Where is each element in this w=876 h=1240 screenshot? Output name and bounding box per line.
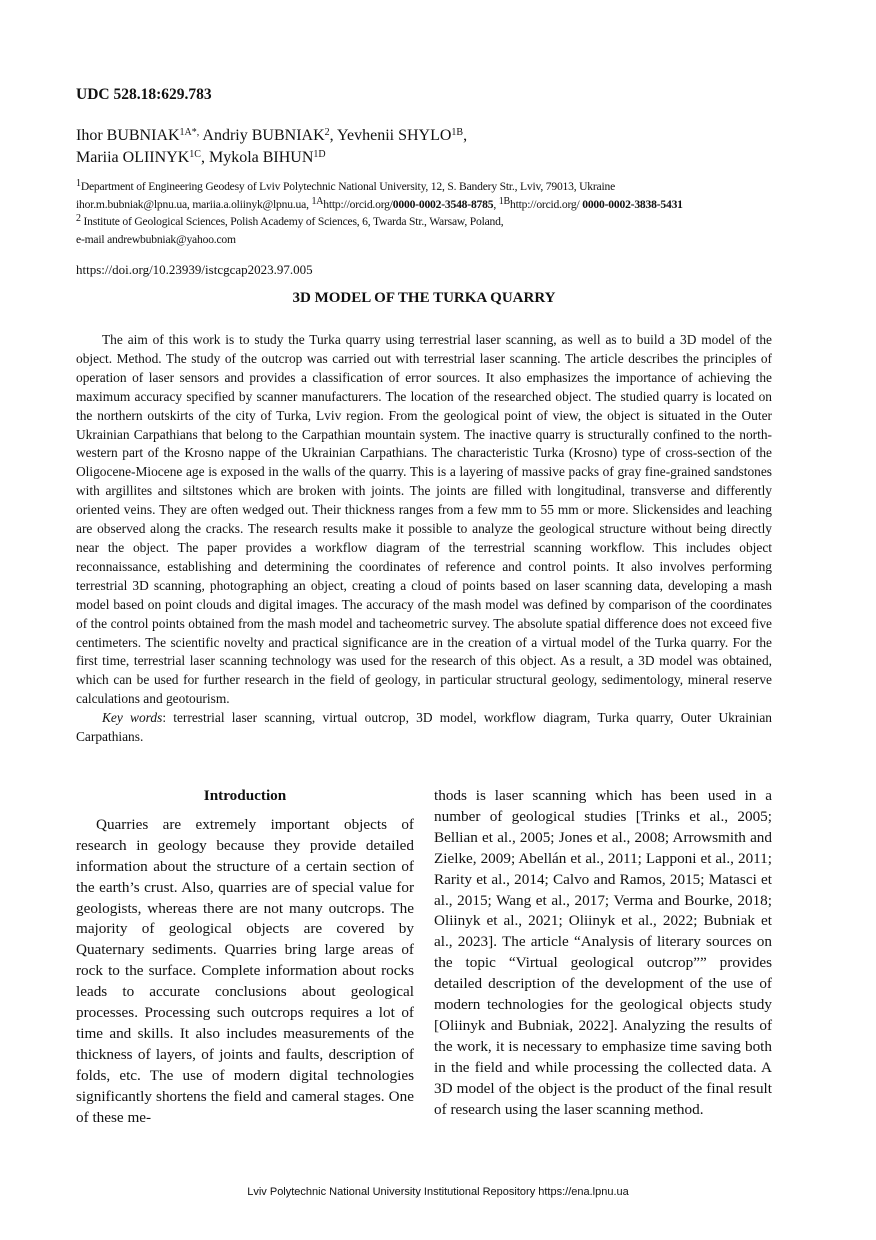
orcid-id[interactable]: 0000-0002-3838-5431: [582, 197, 683, 211]
abstract: [76, 331, 772, 747]
author-sup: 2: [324, 127, 330, 138]
udc-code: UDC 528.18:629.783: [76, 86, 212, 103]
affiliation-2: [76, 213, 796, 231]
keywords-label: Key words: [102, 710, 163, 726]
affiliation-1: [76, 178, 796, 196]
author-name: Yevhenii SHYLO: [337, 127, 452, 144]
left-column: [76, 786, 414, 1129]
affil-sup: 1: [76, 178, 81, 189]
orcid-link[interactable]: http://orcid.org/: [510, 197, 580, 211]
author-sup: 1C: [189, 149, 201, 160]
author: [209, 149, 326, 166]
emails: ihor.m.bubniak@lpnu.ua, mariia.a.oliinyk@lpnu.ua,: [76, 197, 309, 211]
keywords: [76, 709, 772, 747]
affil-sup: 2: [76, 213, 81, 224]
author: Mariia $OLIINYK^{1C}$,: [76, 149, 205, 166]
author-name: Andriy BUBNIAK: [202, 127, 325, 144]
author: [76, 127, 199, 144]
author-name: Ihor BUBNIAK: [76, 127, 180, 144]
abstract-text: The aim of this work is to study the Turka quarry using terrestrial laser scanning, as well as to build a 3D model of the object. Method. The study of the outcrop was carried out with terrestrial laser scanning. The article describes the principles of operation of laser sensors and provides a classification of error sources. It also emphasizes the importance of achieving the maximum accuracy specified by scanner manufacturers. The location of the researched object. The studied quarry is located on the northern outskirts of the city of Turka, Lviv region. From the geological point of view, the object is situated in the Outer Ukrainian Carpathians that belong to the Carpathian mountain system. The inactive quarry is structurally confined to the north-western part of the Krosno nappe of the Ukrainian Carpathians. The characteristic Turka (Krosno) type of cross-section of the Oligocene-Miocene age is exposed in the walls of the quarry. This is a layering of massive packs of gray fine-grained sandstones with argillites and siltstones which are broken with joints. The joints are filled with longitudinal, transverse and differently oriented veins. They are often wedged out. Their thickness ranges from a few mm to 55 mm or more. Slickensides and leaching are observed along the cracks. The research results make it possible to analyze the geological structure without being directly near the object. The paper provides a workflow diagram of the terrestrial scanning workflow. This includes object reconnaissance, establishing and determining the coordinates of reference and control points. It also involves performing terrestrial 3D scanning, photographing an object, creating a cloud of points based on laser scanning data, developing a mash model based on point clouds and digital images. The accuracy of the mash model was defined by comparison of the coordinates of the control points obtained from the mash model and tacheometric survey. The absolute spatial difference does not exceed five centimeters. The scientific novelty and practical significance are in the creation of a virtual model of the Turka quarry. For the first time, terrestrial laser scanning technology was used for the research of this object. As a result, a 3D model was obtained, which can be used for further research in the field of geology, in particular structural geology, sedimentology, mineral reserve calculations and geotourism.: [76, 332, 772, 707]
orcid-sup: 1A: [311, 195, 324, 207]
affiliations: [76, 178, 796, 248]
affiliation-2-email: e-mail andrewbubniak@yahoo.com: [76, 232, 236, 246]
orcid-link[interactable]: http://orcid.org/: [323, 197, 393, 211]
keywords-text: : terrestrial laser scanning, virtual outcrop, 3D model, workflow diagram, Turka quarry, Outer Ukrainian Carpathians.: [76, 710, 773, 745]
repository-footer: Lviv Polytechnic National University Institutional Repository https://ena.lpnu.ua: [247, 1186, 629, 1198]
right-column: [434, 786, 772, 1121]
section-heading: Introduction: [203, 787, 287, 804]
orcid-id[interactable]: 0000-0002-3548-8785: [392, 197, 494, 211]
orcid-sup: 1B: [498, 195, 511, 207]
intro-paragraph-left: Quarries are extremely important objects of research in geology because they provide detailed information about the structure of a certain section of the earth’s crust. Also, quarries are of special value for geologists, whereas there are not many outcrops. The majority of geological objects are covered by Quaternary sediments. Quarries bring large areas of rock to the surface. Complete information about rocks leads to accurate conclusions about geological processes. Processing such outcrops requires a lot of time and skills. It also includes measurements of the thickness of layers, of joints and faults, description of folds, etc. The use of modern digital technologies significantly shortens the field and cameral stages. One of these me-: [76, 815, 414, 1126]
contact-line: ihor.m.bubniak@lpnu.ua, mariia.a.oliinyk@lpnu.ua, $^{1A}$http://orcid.org/0000-0002-3548-8785, $^{1B}$http://orcid.org/ 0000-0002-3838-5431: [76, 195, 683, 211]
author: Andriy BUBNIAK$^2$,: [202, 127, 334, 144]
author-sup: 1B: [451, 127, 464, 138]
affil-text: Department of Engineering Geodesy of Lviv Polytechnic National University, 12, S. Bandery Str., Lviv, 79013, Ukraine: [80, 180, 616, 193]
affil-text: Institute of Geological Sciences, Polish Academy of Sciences, 6, Twarda Str., Warsaw, Poland,: [83, 215, 504, 228]
author-list: [76, 125, 776, 169]
author-sup: 1A*,: [179, 127, 200, 138]
author: Yevhenii $SHYLO^{1B}$,: [337, 127, 468, 144]
author-sup: 1D: [313, 149, 326, 160]
author-name: Mykola BIHUN: [208, 149, 314, 166]
doi-link[interactable]: https://doi.org/10.23939/istcgcap2023.97.005: [76, 262, 313, 277]
paper-title: 3D MODEL OF THE TURKA QUARRY: [292, 290, 556, 306]
intro-paragraph-right: thods is laser scanning which has been used in a number of geological studies [Trinks et al., 2005; Bellian et al., 2005; Jones et al., 2008; Arrowsmith and Zielke, 2009; Abellán et al., 2011; Lapponi et al., 2011; Rarity et al., 2014; Calvo and Ramos, 2015; Matasci et al., 2015; Wang et al., 2017; Verma and Bourke, 2018; Oliinyk et al., 2021; Oliinyk et al., 2022; Bubniak et al., 2023]. The article “Analysis of literary sources on the topic “Virtual geological outcrop”” provides detailed description of the development of the use of modern technologies for the geological objects study [Oliinyk and Bubniak, 2022]. Analyzing the results of the work, it is necessary to emphasize time saving both in the field and while processing the collected data. A 3D model of the object is the product of the final result of research using the laser scanning method.: [434, 787, 772, 1118]
author-name: Mariia OLIINYK: [76, 149, 190, 166]
